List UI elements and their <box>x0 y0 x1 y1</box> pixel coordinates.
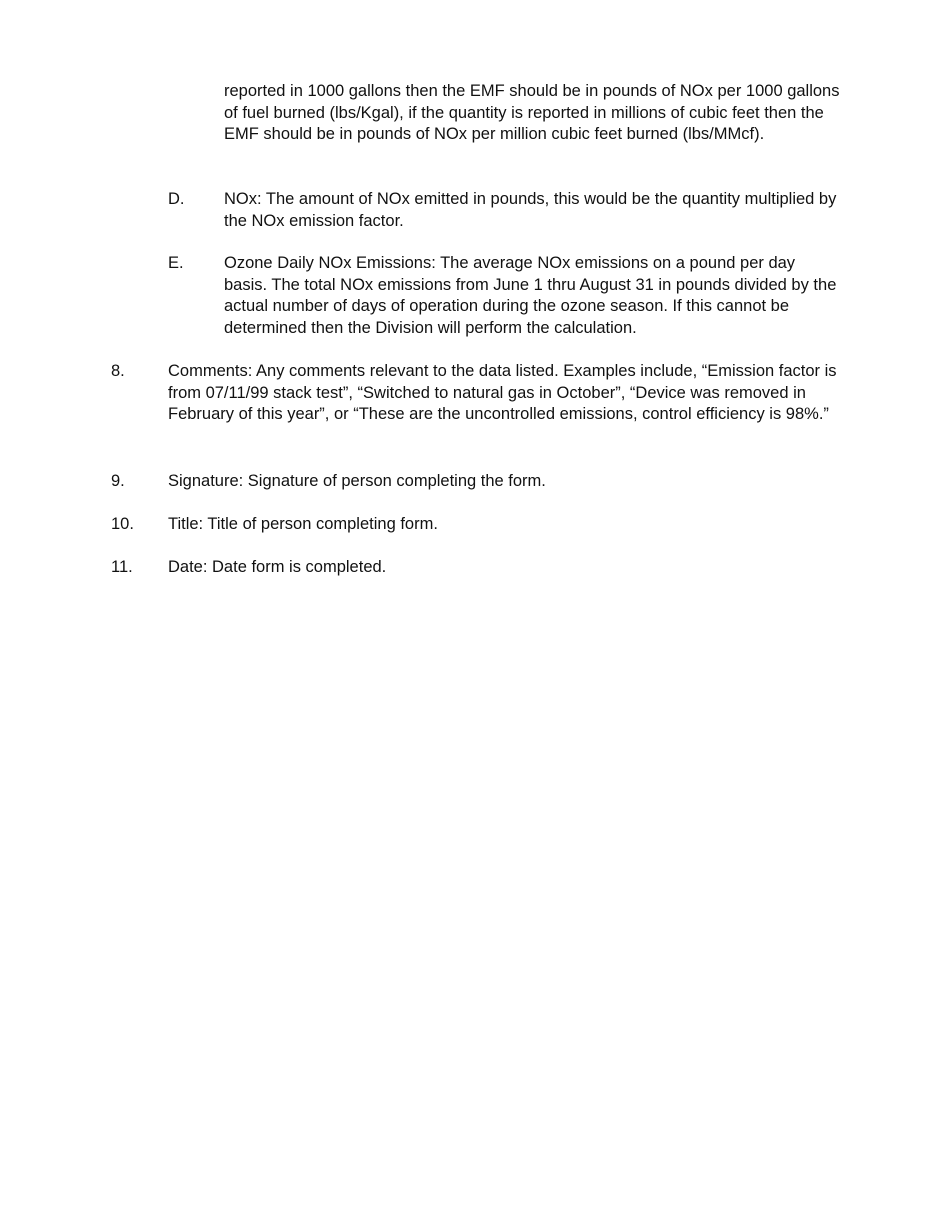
item-number: 9. <box>111 472 125 490</box>
continuation-paragraph: reported in 1000 gallons then the EMF should be in pounds of NOx per 1000 gallons of fuel burned (lbs/Kgal), if the quantity is reported in millions of cubic feet then the EMF should be in pounds of NOx per million cubic feet burned (lbs/MMcf). <box>224 82 840 143</box>
item-text: Title: Title of person completing form. <box>168 515 438 533</box>
item-text: Comments: Any comments relevant to the data listed. Examples include, “Emission factor is from 07/11/99 stack test”, “Switched to natural gas in October”, “Device was removed in February of this year”, or “These are the uncontrolled emissions, control efficiency is 98%.” <box>168 362 837 423</box>
item-marker: E. <box>168 254 184 272</box>
item-text: NOx: The amount of NOx emitted in pounds, this would be the quantity multiplied by the NOx emission factor. <box>224 190 837 230</box>
item-text: Signature: Signature of person completing the form. <box>168 472 546 490</box>
item-number: 11. <box>111 558 133 576</box>
item-text: Ozone Daily NOx Emissions: The average NOx emissions on a pound per day basis. The total NOx emissions from June 1 thru August 31 in pounds divided by the actual number of days of operation during the ozone season. If this cannot be determined then the Division will perform the calculation. <box>224 254 837 337</box>
item-number: 10. <box>111 515 134 533</box>
item-number: 8. <box>111 362 125 380</box>
item-marker: D. <box>168 190 185 208</box>
item-text: Date: Date form is completed. <box>168 558 387 576</box>
